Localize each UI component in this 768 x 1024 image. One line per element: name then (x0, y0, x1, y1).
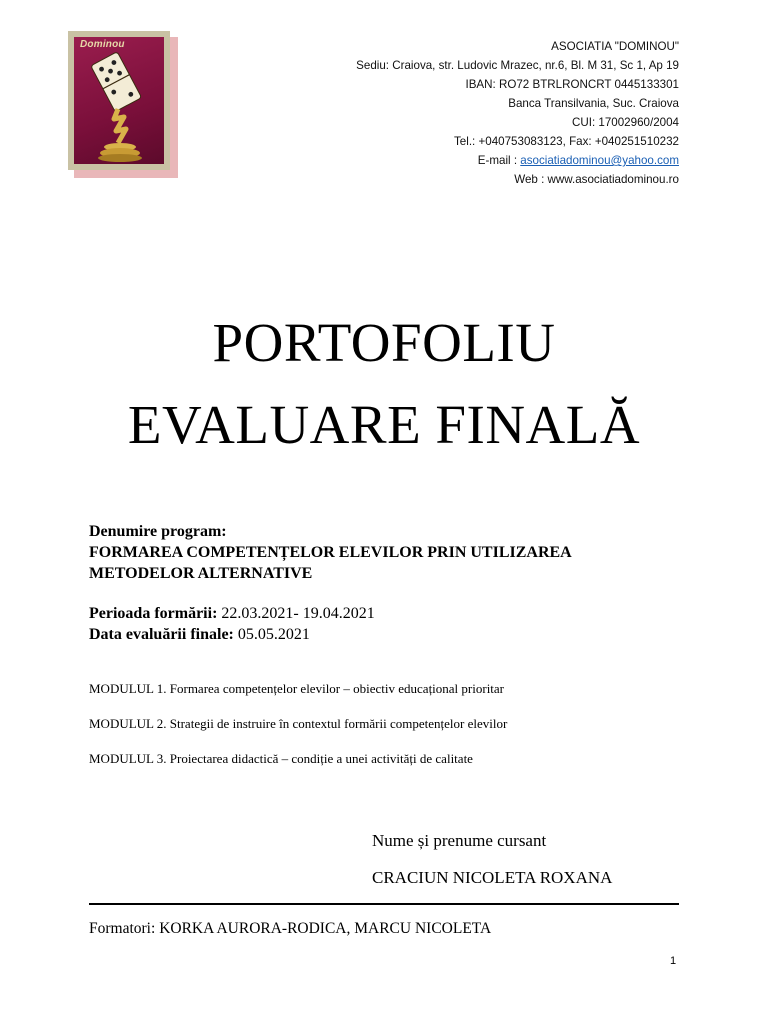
org-cui: CUI: 17002960/2004 (571, 116, 679, 129)
module-2: MODULUL 2. Strategii de instruire în contextul formării competențelor elevilor (89, 716, 508, 731)
logo-text: Dominou (80, 39, 125, 50)
dominou-logo (68, 31, 170, 170)
cursant-label: Nume și prenume cursant (372, 831, 547, 850)
formatori-names: KORKA AURORA-RODICA, MARCU NICOLETA (159, 920, 492, 937)
org-bank: Banca Transilvania, Suc. Craiova (508, 97, 679, 110)
program-block (89, 521, 572, 584)
dates-block (89, 603, 375, 645)
divider-line (89, 903, 679, 905)
org-name: ASOCIATIA "DOMINOU" (551, 40, 679, 53)
organization-header (299, 37, 679, 189)
document-title (0, 302, 768, 466)
cursant-name: CRACIUN NICOLETA ROXANA (372, 868, 613, 887)
module-3: MODULUL 3. Proiectarea didactică – condiție a unei activități de calitate (89, 751, 473, 766)
program-name-line-2: METODELOR ALTERNATIVE (89, 565, 313, 582)
formatori-row (89, 919, 491, 939)
program-label: Denumire program: (89, 523, 227, 540)
eval-date-value: 05.05.2021 (233, 626, 310, 643)
program-name-line-1: FORMAREA COMPETENȚELOR ELEVILOR PRIN UTILIZAREA (89, 544, 572, 561)
org-address: Sediu: Craiova, str. Ludovic Mrazec, nr.6, Bl. M 31, Sc 1, Ap 19 (356, 59, 679, 72)
org-phone: Tel.: +040753083123, Fax: +040251510232 (454, 135, 679, 148)
org-email-row (299, 151, 679, 170)
period-label: Perioada formării: (89, 605, 218, 622)
module-1: MODULUL 1. Formarea competențelor elevilor – obiectiv educațional prioritar (89, 681, 505, 696)
logo-inner (74, 37, 164, 164)
title-line-2: EVALUARE FINALĂ (127, 394, 641, 455)
org-iban: IBAN: RO72 BTRLRONCRT 0445133301 (465, 78, 679, 91)
email-label: E-mail : (477, 154, 521, 167)
period-row (89, 603, 375, 624)
email-link[interactable]: asociatiadominou@yahoo.com (520, 154, 679, 167)
org-web: Web : www.asociatiadominou.ro (514, 173, 679, 186)
eval-date-row (89, 624, 375, 645)
title-line-1: PORTOFOLIU (212, 312, 556, 373)
formatori-label: Formatori: (89, 920, 160, 937)
period-value: 22.03.2021- 19.04.2021 (217, 605, 375, 622)
domino-trophy-icon (74, 47, 164, 164)
eval-date-label: Data evaluării finale: (89, 626, 234, 643)
page-number: 1 (670, 955, 677, 967)
